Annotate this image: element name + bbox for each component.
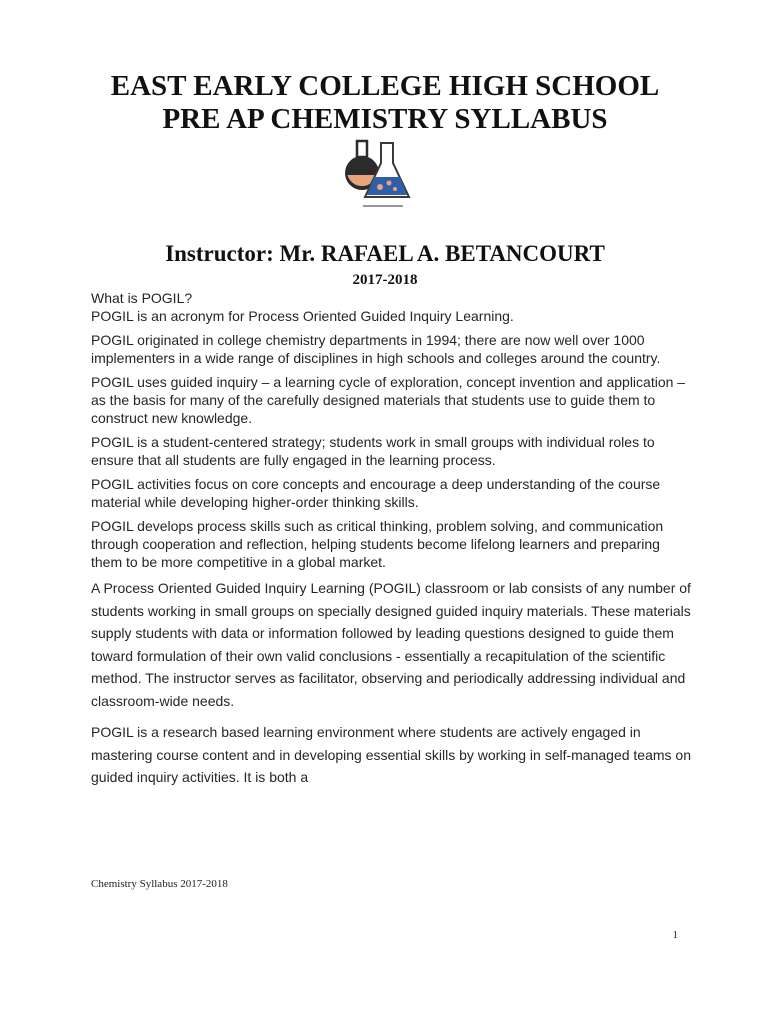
paragraph: POGIL develops process skills such as critical thinking, problem solving, and communication through cooperation and reflection, helping students become lifelong learners and preparing them to be more competitive in a global market. [91,518,664,570]
page-number: 1 [672,929,678,941]
paragraph: POGIL originated in college chemistry departments in 1994; there are now well over 1000 implementers in a wide range of disciplines in high schools and colleges around the country. [91,332,661,366]
chemistry-flasks-icon [343,133,413,213]
logo-caption-bar [363,205,403,207]
title-line-2: PRE AP CHEMISTRY SYLLABUS [162,103,608,135]
bubble [387,181,392,186]
flask-neck [357,141,367,157]
paragraph: POGIL is a research based learning environment where students are actively engaged in mastering course content and in developing essential skills by working in self-managed teams on guided inquiry activities. It is both a [91,724,691,785]
paragraph: POGIL is a student-centered strategy; students work in small groups with individual roles to ensure that all students are fully engaged in the learning process. [91,434,655,468]
paragraph: POGIL activities focus on core concepts and encourage a deep understanding of the course material while developing higher-order thinking skills. [91,476,661,510]
paragraph: POGIL uses guided inquiry – a learning cycle of exploration, concept invention and application – as the basis for many of the carefully designed materials that students use to guide them to construct new knowledge. [91,374,686,426]
school-year: 2017-2018 [352,272,418,288]
bubble [377,184,383,190]
instructor-heading: Instructor: Mr. RAFAEL A. BETANCOURT [165,241,605,266]
question-heading: What is POGIL? [91,290,193,306]
erlenmeyer-liquid [367,177,407,195]
syllabus-body [91,289,691,789]
bubble [393,187,397,191]
title-line-1: EAST EARLY COLLEGE HIGH SCHOOL [110,70,660,102]
paragraph: POGIL is an acronym for Process Oriented Guided Inquiry Learning. [91,308,514,324]
paragraph: A Process Oriented Guided Inquiry Learning (POGIL) classroom or lab consists of any number of students working in small groups on specially designed guided inquiry materials. These materials supply students with data or information followed by leading questions designed to guide them toward formulation of their own valid conclusions - essentially a recapitulation of the scientific method. The instructor serves as facilitator, observing and periodically addressing individual and classroom-wide needs. [91,580,691,709]
footer-label: Chemistry Syllabus 2017-2018 [91,878,228,890]
